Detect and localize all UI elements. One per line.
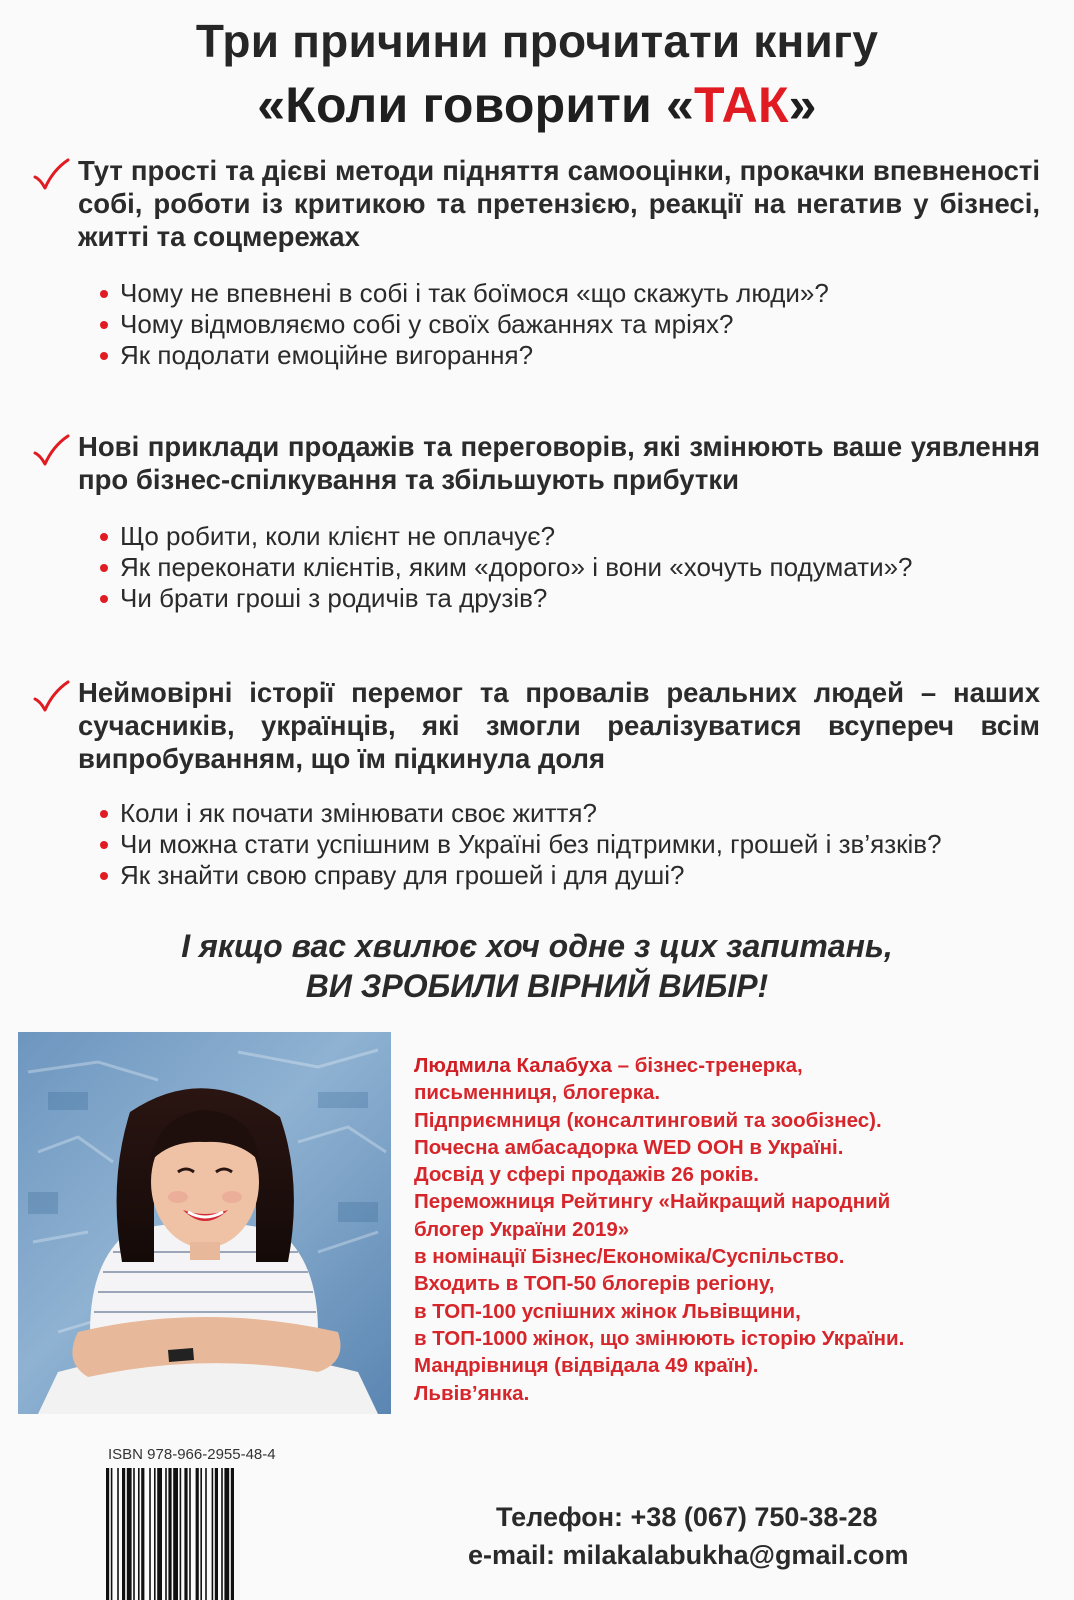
author-role: – бізнес-тренерка, <box>611 1054 803 1077</box>
bullet-dot-icon <box>100 321 108 329</box>
reason-text: Нові приклади продажів та переговорів, які змінюють ваше уявлення про бізнес-спілкування та збільшують прибутки <box>78 431 1040 495</box>
barcode-bar <box>106 1468 109 1600</box>
barcode-bar <box>215 1468 218 1600</box>
barcode-bar <box>231 1468 234 1600</box>
reason-text: Неймовірні історії перемог та провалів реальних людей – наших сучасників, українців, які змогли реалізуватися всупереч всім випробуванням, що їм підкинула доля <box>78 677 1040 774</box>
author-bio-line: письменниця, блогерка. <box>414 1081 661 1105</box>
barcode-bar <box>138 1468 140 1600</box>
bullet-dot-icon <box>100 595 108 603</box>
barcode-bar <box>141 1468 144 1600</box>
contact-phone: Телефон: +38 (067) 750-38-28 <box>496 1502 878 1532</box>
bullet-dot-icon <box>100 841 108 849</box>
bullet-dot-icon <box>100 872 108 880</box>
question-item <box>98 521 1058 552</box>
question-item <box>98 309 1058 340</box>
barcode-bar <box>154 1468 156 1600</box>
question-text: Чому не впевнені в собі і так боїмося «що скажуть люди»? <box>120 278 829 308</box>
author-bio-line: Входить в ТОП-50 блогерів регіону, <box>414 1272 775 1296</box>
author-bio-line: в ТОП-100 успішних жінок Львівщини, <box>414 1299 801 1323</box>
barcode-bar <box>180 1468 182 1600</box>
check-icon <box>32 680 70 714</box>
question-item <box>98 829 1058 860</box>
barcode-bar <box>157 1468 162 1600</box>
author-bio-line <box>414 1052 1054 1079</box>
check-icon <box>32 158 70 192</box>
barcode-bar <box>200 1468 202 1600</box>
question-text: Як переконати клієнтів, яким «дорого» і вони «хочуть подумати»? <box>120 552 913 582</box>
bullet-dot-icon <box>100 810 108 818</box>
barcode-icon <box>104 1468 276 1600</box>
question-item <box>98 552 1058 583</box>
question-text: Чи брати гроші з родичів та друзів? <box>120 583 548 613</box>
conclusion-line1: І якщо вас хвилює хоч одне з цих запитань, <box>181 928 893 964</box>
barcode-bar <box>149 1468 151 1600</box>
question-item <box>98 798 1058 829</box>
question-item <box>98 340 1058 371</box>
question-list <box>98 521 1058 614</box>
cover-title-line1: Три причини прочитати книгу <box>195 15 879 67</box>
question-list <box>98 278 1058 371</box>
bullet-dot-icon <box>100 533 108 541</box>
question-item <box>98 860 1058 891</box>
barcode-graphic <box>104 1468 276 1600</box>
author-bio-line: Львів’янка. <box>414 1381 530 1405</box>
title-prefix: «Коли говорити « <box>257 77 695 133</box>
barcode-bar <box>205 1468 207 1600</box>
author-bio-line: в номінації Бізнес/Економіка/Суспільство. <box>414 1245 845 1269</box>
bullet-dot-icon <box>100 564 108 572</box>
barcode-bar <box>173 1468 178 1600</box>
bullet-dot-icon <box>100 352 108 360</box>
author-bio-line: Мандрівниця (відвідала 49 країн). <box>414 1354 759 1378</box>
barcode-bar <box>221 1468 223 1600</box>
barcode-bar <box>133 1468 135 1600</box>
contact-email: e-mail: milakalabukha@gmail.com <box>468 1540 909 1570</box>
check-icon <box>32 434 70 468</box>
reason-text: Тут прості та дієві методи підняття самооцінки, прокачки впевненості собі, роботи із критикою та претензією, реакції на негатив у бізнесі, житті та соцмережах <box>78 155 1040 252</box>
bullet-dot-icon <box>100 290 108 298</box>
barcode-bar <box>111 1468 113 1600</box>
barcode-bar <box>196 1468 199 1600</box>
question-text: Як знайти свою справу для грошей і для душі? <box>120 860 685 890</box>
question-text: Чому відмовляємо собі у своїх бажаннях та мріях? <box>120 309 734 339</box>
author-portrait-illustration <box>18 1032 391 1414</box>
question-text: Що робити, коли клієнт не оплачує? <box>120 521 556 551</box>
barcode-bar <box>212 1468 214 1600</box>
author-bio-line: блогер України 2019» <box>414 1217 630 1241</box>
conclusion-line2: ВИ ЗРОБИЛИ ВІРНИЙ ВИБІР! <box>305 968 769 1004</box>
barcode-bar <box>184 1468 187 1600</box>
question-list <box>98 798 1058 891</box>
barcode-bar <box>224 1468 229 1600</box>
title-suffix: » <box>788 77 817 133</box>
barcode-bar <box>127 1468 132 1600</box>
question-text: Коли і як почати змінювати своє життя? <box>120 798 597 828</box>
question-item <box>98 278 1058 309</box>
author-bio-line: в ТОП-1000 жінок, що змінюють історію України. <box>414 1326 905 1350</box>
question-item <box>98 583 1058 614</box>
author-bio-line: Підприємниця (консалтинговий та зообізнес). <box>414 1108 882 1132</box>
author-name: Людмила Калабуха <box>414 1054 612 1077</box>
author-photo <box>18 1032 391 1414</box>
author-bio <box>414 1052 1054 1407</box>
author-bio-line: Досвід у сфері продажів 26 років. <box>414 1163 759 1187</box>
question-text: Як подолати емоційне вигорання? <box>120 340 534 370</box>
barcode-bar <box>168 1468 171 1600</box>
isbn-label: ISBN 978-966-2955-48-4 <box>108 1446 276 1463</box>
question-text: Чи можна стати успішним в Україні без підтримки, грошей і зв’язків? <box>120 829 942 859</box>
author-bio-line: Почесна амбасадорка WED ООН в Україні. <box>414 1135 844 1159</box>
barcode-bar <box>165 1468 167 1600</box>
author-bio-line: Переможниця Рейтингу «Найкращий народний <box>414 1190 891 1214</box>
barcode-bar <box>117 1468 119 1600</box>
cover-title-line2 <box>0 74 1074 136</box>
barcode-bar <box>189 1468 191 1600</box>
barcode-bar <box>122 1468 125 1600</box>
title-accent-word: ТАК <box>694 77 789 133</box>
